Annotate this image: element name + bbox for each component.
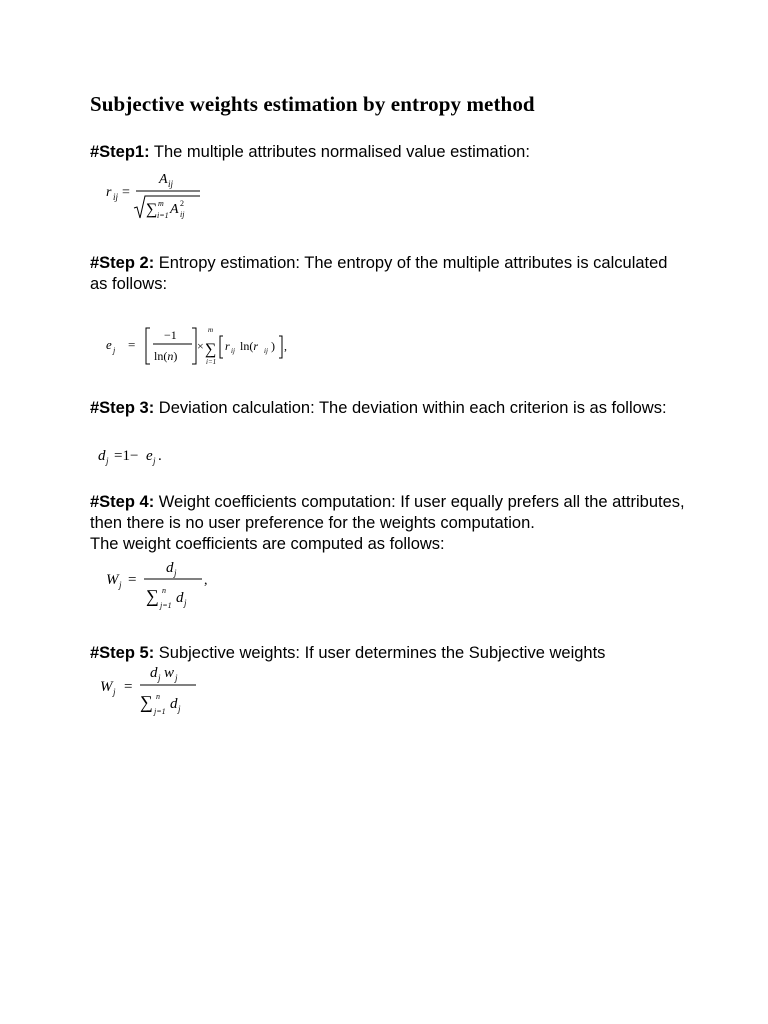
svg-text:=: = <box>124 679 133 695</box>
svg-text:n: n <box>162 586 166 595</box>
equation-2-graphic <box>104 324 304 372</box>
equation-5-graphic <box>98 660 208 720</box>
svg-text:j=1: j=1 <box>160 601 172 610</box>
svg-text:×: × <box>197 339 204 353</box>
step-3-text: Deviation calculation: The deviation within each criterion is as follows: <box>154 399 667 417</box>
svg-text:∑: ∑ <box>140 692 153 712</box>
svg-text:j: j <box>158 673 161 683</box>
step-4-label: #Step 4: <box>90 493 155 511</box>
step-5-label: #Step 5: <box>90 644 155 662</box>
svg-text:ln(r: ln(r <box>240 339 259 353</box>
svg-text:d: d <box>166 560 174 576</box>
step-1-paragraph <box>90 142 670 163</box>
svg-text:−1: −1 <box>164 328 177 342</box>
svg-text:j: j <box>119 580 122 590</box>
svg-text:i=1: i=1 <box>206 358 217 366</box>
step-1-text: The multiple attributes normalised value estimation: <box>149 143 530 161</box>
svg-text:=: = <box>122 185 130 200</box>
svg-text:j: j <box>184 598 187 608</box>
step-2-label: #Step 2: <box>90 254 155 272</box>
svg-text:∑: ∑ <box>146 586 159 606</box>
svg-text:=1−: =1− <box>114 448 139 464</box>
equation-4-graphic <box>104 556 224 614</box>
step-4-text-continued: The weight coefficients are computed as follows: <box>90 535 445 553</box>
equation-2 <box>104 324 304 372</box>
svg-text:j=1: j=1 <box>154 707 166 716</box>
svg-text:,: , <box>204 573 208 588</box>
svg-text:e: e <box>106 337 112 352</box>
svg-text:j: j <box>106 456 109 466</box>
equation-5 <box>98 660 208 720</box>
svg-text:j: j <box>153 456 156 466</box>
svg-text:d: d <box>150 665 158 681</box>
svg-text:A: A <box>170 202 179 217</box>
svg-text:r: r <box>106 185 112 200</box>
svg-text:e: e <box>146 448 153 464</box>
svg-text:r: r <box>225 339 230 353</box>
svg-text:W: W <box>106 572 119 588</box>
svg-text:d: d <box>176 590 184 606</box>
svg-text:d: d <box>98 448 106 464</box>
equation-1 <box>104 166 214 226</box>
step-5-text: Subjective weights: If user determines the Subjective weights <box>154 644 606 662</box>
svg-text:j: j <box>175 673 178 683</box>
svg-text:d: d <box>170 696 178 712</box>
page-title: Subjective weights estimation by entropy method <box>90 92 535 116</box>
equation-4 <box>104 556 224 614</box>
svg-text:j: j <box>178 704 181 714</box>
svg-text:A: A <box>159 172 168 187</box>
svg-text:n: n <box>156 692 160 701</box>
equation-3-graphic <box>96 444 186 468</box>
step-4-text: Weight coefficients computation: If user equally prefers all the attributes, then there is no user preference for the weights computation. <box>90 493 685 532</box>
svg-text:m: m <box>208 326 214 334</box>
equation-3 <box>96 444 186 468</box>
step-3-label: #Step 3: <box>90 399 155 417</box>
svg-text:ij: ij <box>168 179 174 189</box>
svg-text:=: = <box>128 572 137 588</box>
svg-text:,: , <box>284 339 287 353</box>
svg-text:ij: ij <box>113 192 119 202</box>
svg-text:ij: ij <box>180 210 185 219</box>
svg-text:ij: ij <box>231 347 235 355</box>
svg-text:w: w <box>164 665 175 681</box>
svg-text:): ) <box>271 339 275 353</box>
step-2-text: Entropy estimation: The entropy of the multiple attributes is calculated as follows: <box>90 254 668 293</box>
svg-text:.: . <box>158 448 162 464</box>
svg-text:∑: ∑ <box>205 341 217 358</box>
svg-text:j: j <box>113 346 116 355</box>
svg-text:ln(n): ln(n) <box>154 349 178 363</box>
svg-text:∑: ∑ <box>146 201 158 218</box>
step-2-paragraph <box>90 253 670 295</box>
equation-1-graphic <box>104 166 214 226</box>
step-3-paragraph <box>90 398 670 419</box>
svg-text:m: m <box>158 199 164 208</box>
step-1-label: #Step1: <box>90 143 150 161</box>
svg-text:W: W <box>100 679 113 695</box>
svg-text:2: 2 <box>180 199 184 208</box>
svg-text:=: = <box>128 337 136 352</box>
svg-text:j: j <box>113 687 116 697</box>
step-4-paragraph <box>90 492 690 555</box>
svg-text:j: j <box>174 568 177 578</box>
svg-text:ij: ij <box>264 347 268 355</box>
svg-text:i=1: i=1 <box>157 211 169 220</box>
